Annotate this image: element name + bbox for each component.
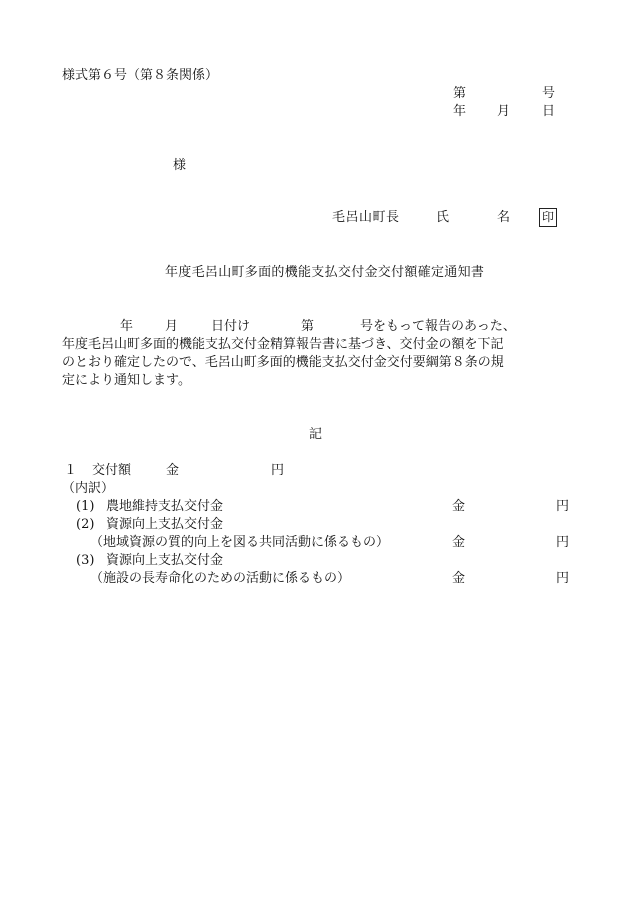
body-line3: のとおり確定したので、毛呂山町多面的機能支払交付金交付要綱第８条の規 (62, 355, 504, 370)
doc-number-dai: 第 (453, 86, 467, 101)
body-dai: 第 (301, 319, 315, 334)
breakdown-item-en: 円 (556, 535, 570, 550)
body-line1-rest: 号をもって報告のあった、 (360, 319, 516, 334)
date-year: 年 (453, 104, 467, 119)
breakdown-item-kin: 金 (452, 571, 466, 586)
body-date-suffix: 日付け (211, 319, 251, 334)
breakdown-item-sub: （施設の長寿命化のための活動に係るもの） (90, 571, 351, 586)
amount-en: 円 (271, 463, 285, 478)
form-number-label: 様式第６号（第８条関係） (62, 68, 219, 83)
body-year: 年 (120, 319, 134, 334)
breakdown-item-en: 円 (556, 499, 570, 514)
body-line4: 定により通知します。 (62, 373, 191, 388)
breakdown-item-kin: 金 (452, 499, 466, 514)
breakdown-item-name: 農地維持支払交付金 (106, 499, 224, 514)
body-line2: 年度毛呂山町多面的機能支払交付金精算報告書に基づき、交付金の額を下記 (62, 337, 504, 352)
breakdown-item-name: 資源向上支払交付金 (106, 553, 224, 568)
date-day: 日 (542, 104, 556, 119)
breakdown-item-name: 資源向上支払交付金 (106, 517, 224, 532)
breakdown-item-number: (3) (76, 553, 95, 568)
doc-number-go: 号 (542, 86, 556, 101)
date-month: 月 (497, 104, 511, 119)
breakdown-label: （内訳） (62, 481, 115, 496)
breakdown-item-number: (2) (76, 517, 95, 532)
amount-label: 交付額 (92, 463, 132, 478)
breakdown-item-kin: 金 (452, 535, 466, 550)
amount-kin: 金 (166, 463, 180, 478)
recipient-honorific: 様 (173, 158, 187, 173)
amount-number: １ (64, 463, 78, 478)
ki-marker: 記 (309, 427, 323, 442)
seal-stamp: 印 (539, 208, 557, 227)
sender-title: 毛呂山町長 (332, 210, 400, 225)
sender-name-shi: 氏 (436, 210, 450, 225)
breakdown-item-number: (1) (76, 499, 95, 514)
sender-name-mei: 名 (497, 210, 511, 225)
breakdown-item-en: 円 (556, 571, 570, 586)
document-title: 年度毛呂山町多面的機能支払交付金交付額確定通知書 (165, 265, 485, 280)
body-month: 月 (165, 319, 179, 334)
breakdown-item-sub: （地域資源の質的向上を図る共同活動に係るもの） (90, 535, 390, 550)
